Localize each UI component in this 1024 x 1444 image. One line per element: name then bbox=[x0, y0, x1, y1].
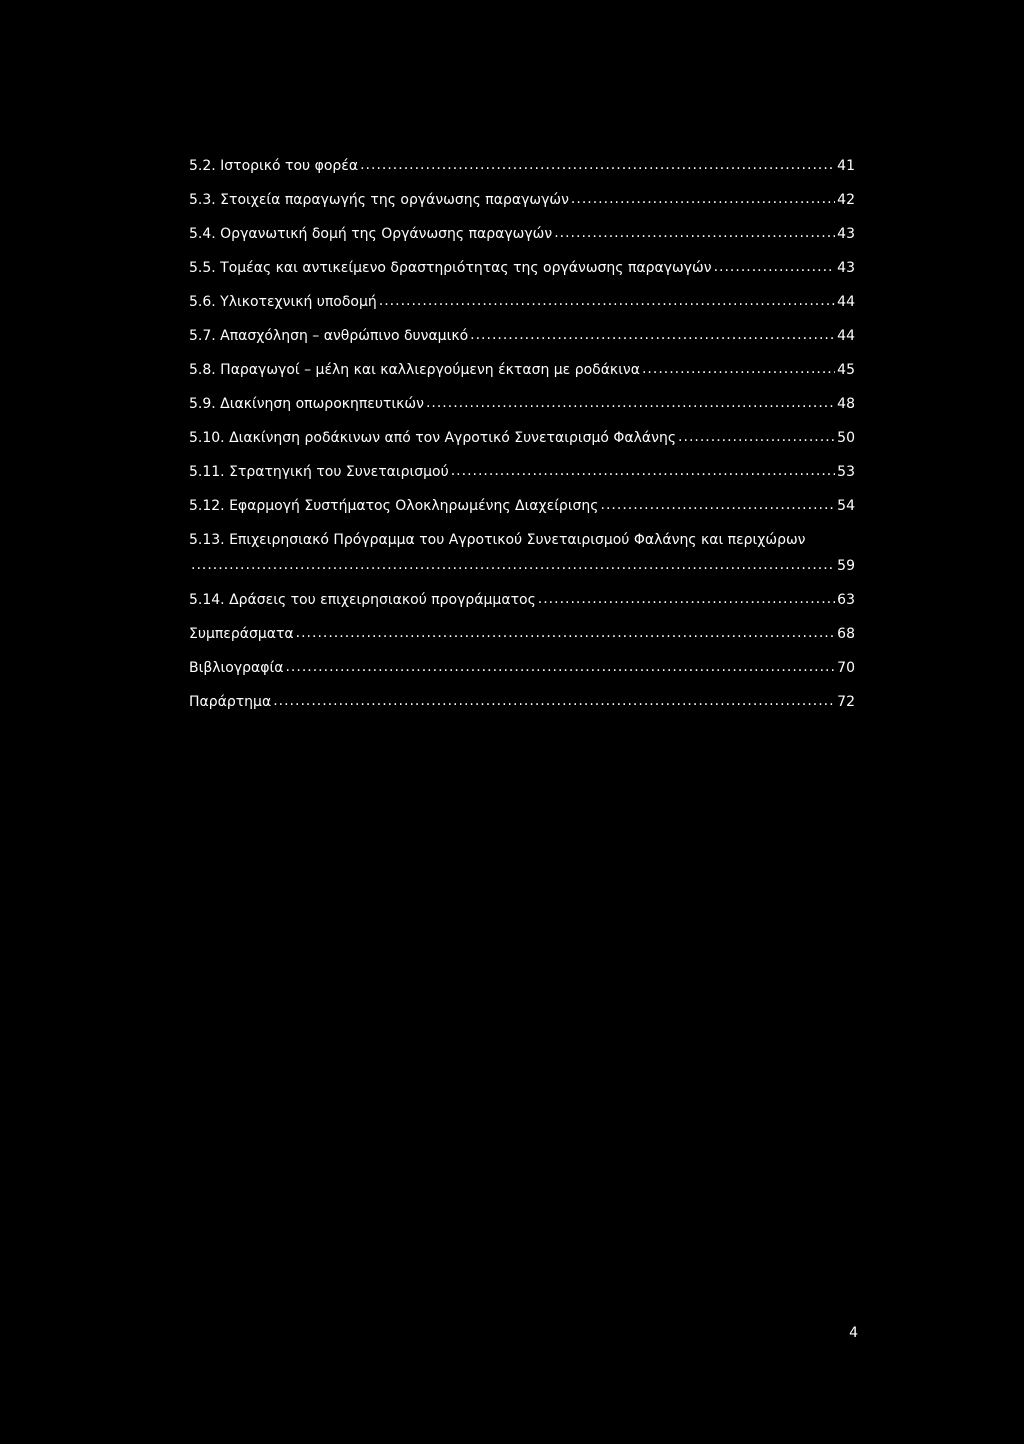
toc-leader-dots bbox=[678, 428, 835, 446]
toc-leader-dots bbox=[191, 556, 835, 574]
toc-leader-dots bbox=[470, 326, 835, 344]
toc-entry-5-14[interactable] bbox=[189, 591, 855, 625]
toc-entry-label: 5.3. Στοιχεία παραγωγής της οργάνωσης παραγωγών bbox=[189, 192, 569, 208]
toc-entry-page: 43 bbox=[837, 226, 855, 242]
toc-entry-page: 45 bbox=[837, 362, 855, 378]
toc-entry-page: 44 bbox=[837, 328, 855, 344]
toc-entry-label: 5.9. Διακίνηση οπωροκηπευτικών bbox=[189, 396, 424, 412]
toc-entry-5-7[interactable] bbox=[189, 327, 855, 361]
toc-entry-label: 5.13. Επιχειρησιακό Πρόγραμμα του Αγροτικού Συνεταιρισμού Φαλάνης και περιχώρων bbox=[189, 532, 806, 548]
toc-entry-label: 5.8. Παραγωγοί – μέλη και καλλιεργούμενη έκταση με ροδάκινα bbox=[189, 362, 640, 378]
toc-entry-page: 68 bbox=[837, 626, 855, 642]
toc-entry-page: 50 bbox=[837, 430, 855, 446]
toc-entry-label: 5.5. Τομέας και αντικείμενο δραστηριότητας της οργάνωσης παραγωγών bbox=[189, 260, 712, 276]
toc-leader-dots bbox=[273, 692, 835, 710]
toc-entry-label: 5.6. Υλικοτεχνική υποδομή bbox=[189, 294, 377, 310]
toc-leader-dots bbox=[451, 462, 835, 480]
toc-leader-dots bbox=[426, 394, 835, 412]
toc-leader-dots bbox=[379, 292, 835, 310]
toc-entry-page: 70 bbox=[837, 660, 855, 676]
toc-leader-dots bbox=[538, 590, 835, 608]
toc-entry-label: 5.11. Στρατηγική του Συνεταιρισμού bbox=[189, 464, 449, 480]
toc-entry-5-12[interactable] bbox=[189, 497, 855, 531]
toc-entry-page: 54 bbox=[837, 498, 855, 514]
toc-entry-5-6[interactable] bbox=[189, 293, 855, 327]
toc-entry-5-8[interactable] bbox=[189, 361, 855, 395]
toc-entry-bibliography[interactable] bbox=[189, 659, 855, 693]
toc-leader-dots bbox=[714, 258, 836, 276]
toc-leader-dots bbox=[601, 496, 836, 514]
toc-entry-page: 48 bbox=[837, 396, 855, 412]
toc-entry-5-3[interactable] bbox=[189, 191, 855, 225]
toc-entry-label: 5.2. Ιστορικό του φορέα bbox=[189, 158, 359, 174]
toc-entry-page: 44 bbox=[837, 294, 855, 310]
toc-entry-page: 59 bbox=[837, 558, 855, 574]
toc-entry-5-11[interactable] bbox=[189, 463, 855, 497]
toc-entry-page: 43 bbox=[837, 260, 855, 276]
toc-entry-label: 5.14. Δράσεις του επιχειρησιακού προγράμματος bbox=[189, 592, 536, 608]
toc-entry-label: Παράρτημα bbox=[189, 694, 272, 710]
toc-entry-label: Συμπεράσματα bbox=[189, 626, 294, 642]
toc-entry-label: 5.10. Διακίνηση ροδάκινων από τον Αγροτικό Συνεταιρισμό Φαλάνης bbox=[189, 430, 677, 446]
toc-entry-5-9[interactable] bbox=[189, 395, 855, 429]
toc-entry-5-10[interactable] bbox=[189, 429, 855, 463]
toc-leader-dots bbox=[296, 624, 836, 642]
toc-entry-appendix[interactable] bbox=[189, 693, 855, 727]
toc-leader-dots bbox=[285, 658, 835, 676]
toc-leader-dots bbox=[360, 156, 835, 174]
toc-leader-dots bbox=[571, 190, 835, 208]
toc-entry-continuation bbox=[189, 557, 855, 591]
toc-entry-conclusions[interactable] bbox=[189, 625, 855, 659]
toc-entry-label: Βιβλιογραφία bbox=[189, 660, 284, 676]
toc-entry-page: 42 bbox=[837, 192, 855, 208]
toc-entry-5-13[interactable] bbox=[189, 531, 855, 591]
toc-leader-dots bbox=[642, 360, 835, 378]
toc-entry-label: 5.12. Εφαρμογή Συστήματος Ολοκληρωμένης Διαχείρισης bbox=[189, 498, 599, 514]
toc-entry-page: 63 bbox=[837, 592, 855, 608]
toc-entry-label: 5.7. Απασχόληση – ανθρώπινο δυναμικό bbox=[189, 328, 469, 344]
toc-entry-page: 41 bbox=[837, 158, 855, 174]
toc-entry-page: 72 bbox=[837, 694, 855, 710]
page-number: 4 bbox=[849, 1325, 858, 1341]
toc-entry-5-2[interactable] bbox=[189, 157, 855, 191]
toc-entry-label: 5.4. Οργανωτική δομή της Οργάνωσης παραγωγών bbox=[189, 226, 553, 242]
toc-entry-5-4[interactable] bbox=[189, 225, 855, 259]
table-of-contents bbox=[189, 157, 855, 727]
toc-entry-page: 53 bbox=[837, 464, 855, 480]
toc-leader-dots bbox=[554, 224, 835, 242]
toc-entry-5-5[interactable] bbox=[189, 259, 855, 293]
